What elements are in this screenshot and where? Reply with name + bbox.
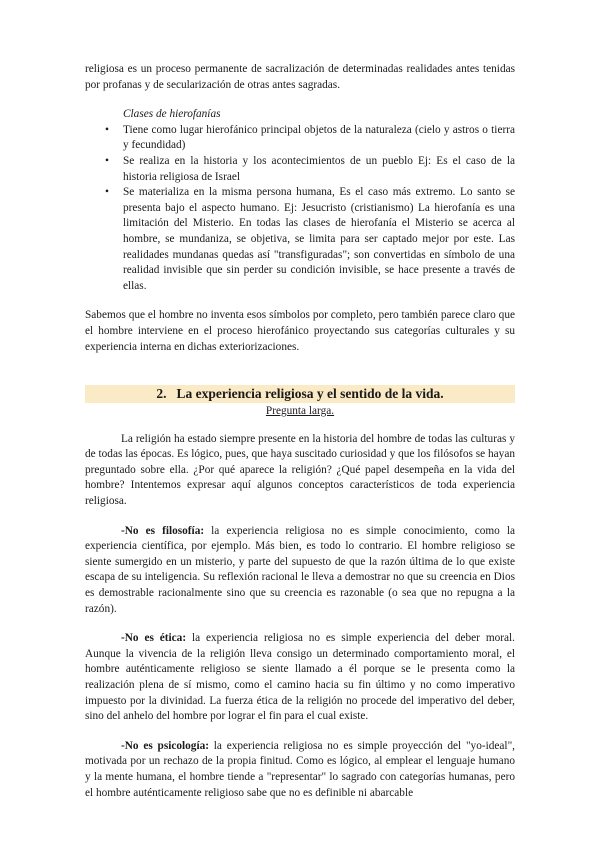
list-item-text: Se realiza en la historia y los acontecimientos de un pueblo Ej: Es el caso de la historia religiosa de Israel bbox=[123, 154, 515, 183]
list-item bbox=[85, 154, 515, 185]
point-label: -No es psicología: bbox=[121, 739, 210, 752]
point-label: -No es filosofía: bbox=[121, 524, 205, 537]
list-item-text: Se materializa en la misma persona humana, Es el caso más extremo. Lo santo se presenta bajo el aspecto humano. Ej: Jesucristo (cristianismo) La hierofanía es una limitación del Misterio. En todas las clases de hierofanía el Misterio se acerca al hombre, se mundaniza, se objetiva, se limita para ser captado mejor por este. Las realidades mundanas quedas así "transfiguradas"; son convertidas en símbolo de una realidad invisible que sin perder su condición invisible, se hace presente a través de ellas. bbox=[123, 186, 515, 292]
spacer bbox=[85, 294, 515, 308]
intro-paragraph: religiosa es un proceso permanente de sacralización de determinadas realidades antes tenidas por profanas y de secularización de otras antes sagradas. bbox=[85, 63, 515, 91]
point-philosophy bbox=[85, 524, 515, 618]
hierophany-list bbox=[85, 123, 515, 295]
spacer bbox=[85, 510, 515, 524]
point-text: la experiencia religiosa no es simple experiencia del deber moral. Aunque la vivencia de la religión lleva consigo un determinado comportamiento moral, el hombre auténticamente religioso se siente llamado a él porque se le presenta como la realización plena de sí mismo, como el camino hacia su fin último y no como imperativo impuesto por la divinidad. La fuerza ética de la religión no procede del imperativo del deber, sino del anhelo del hombre por lograr el fin para el cual existe. bbox=[85, 632, 515, 723]
document-page bbox=[85, 62, 515, 801]
point-label: -No es ética: bbox=[121, 632, 187, 645]
bullet-icon: • bbox=[105, 154, 109, 167]
point-text: la experiencia religiosa no es simple proyección del "yo-ideal", motivada por un rechazo de la propia finitud. Como es lógico, al emplear el lenguaje humano y la mente humana, el hombre tiende a "representar" lo sagrado con categorías humanas, pero el hombre auténticamente religioso sabe que no es definible ni abarcable bbox=[85, 739, 516, 799]
list-item bbox=[85, 185, 515, 294]
symbols-paragraph: Sabemos que el hombre no inventa esos símbolos por completo, pero también parece claro que el hombre interviene en el proceso hierofánico proyectando sus categorías culturales y su experiencia interna en dichas exteriorizaciones. bbox=[85, 309, 515, 353]
section-number: 2. bbox=[156, 386, 167, 402]
section-heading bbox=[85, 385, 515, 403]
spacer bbox=[85, 420, 515, 432]
point-ethics bbox=[85, 631, 515, 725]
religion-paragraph: La religión ha estado siempre presente en la historia del hombre de todas las culturas y de todas las épocas. Es lógico, pues, que haya suscitado curiosidad y que los filósofos se hayan preguntado sobre ella. ¿Por qué aparece la religión? ¿Qué papel desempeña en la vida del hombre? Intentemos expresar aquí algunos conceptos característicos de toda experiencia religiosa. bbox=[85, 432, 515, 508]
list-item-text: Tiene como lugar hierofánico principal objetos de la naturaleza (cielo y astros o tierra y fecundidad) bbox=[123, 123, 515, 152]
bullet-icon: • bbox=[105, 123, 109, 136]
spacer bbox=[85, 355, 515, 371]
point-psychology bbox=[85, 739, 515, 801]
section-title: La experiencia religiosa y el sentido de la vida. bbox=[176, 386, 444, 402]
bullet-icon: • bbox=[105, 186, 109, 199]
section-subtitle: Pregunta larga. bbox=[265, 405, 335, 418]
spacer bbox=[85, 725, 515, 739]
list-item bbox=[85, 123, 515, 154]
spacer bbox=[85, 93, 515, 107]
classes-title: Clases de hierofanías bbox=[123, 108, 221, 121]
point-text: la experiencia religiosa no es simple conocimiento, como la experiencia científica, por ejemplo. Más bien, es todo lo contrario. El hombre religioso se siente sumergido en un misterio, y parte del supuesto de que la razón última de lo que existe escapa de su inteligencia. Su reflexión racional le lleva a demostrar no que su creencia en Dios es demostrable racionalmente sino que su creencia es razonable (o sea que no repugna a la razón). bbox=[85, 524, 515, 615]
spacer bbox=[85, 617, 515, 631]
